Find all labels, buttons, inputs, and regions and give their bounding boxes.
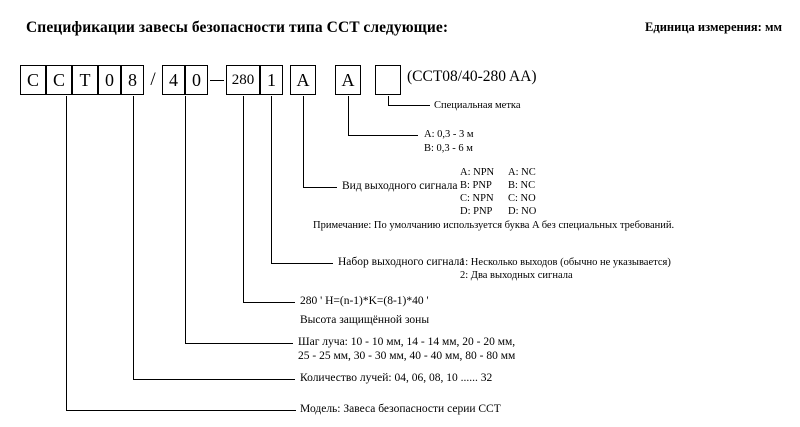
code-box-beam-8: 8 — [121, 65, 144, 95]
label-output-type-c2: C: NO — [508, 193, 536, 204]
full-code-example: (CCT08/40-280 AA) — [407, 68, 537, 85]
code-box-c1: C — [20, 65, 46, 95]
code-box-pitch-0: 0 — [185, 65, 208, 95]
label-output-type-a2: A: NC — [508, 167, 536, 178]
label-height-formula: 280 ' H=(n-1)*K=(8-1)*40 ' — [300, 295, 429, 307]
label-special-mark: Специальная метка — [434, 100, 521, 111]
code-box-c2: C — [46, 65, 72, 95]
slash-separator: / — [150, 69, 156, 90]
label-output-type-a1: A: NPN — [460, 167, 495, 178]
label-output-type-b2: B: NC — [508, 180, 536, 191]
label-output-set-1: 1: Несколько выходов (обычно не указывается) — [460, 257, 671, 268]
leader-range-h — [348, 135, 418, 136]
leader-count-h — [133, 379, 295, 380]
leader-pitch-v — [185, 96, 186, 344]
code-box-special-mark — [375, 65, 401, 95]
label-range-a: A: 0,3 - 3 м — [424, 129, 474, 140]
code-box-range: A — [335, 65, 361, 95]
leader-output-set-h — [271, 263, 333, 264]
code-box-t: T — [72, 65, 98, 95]
leader-output-type-h — [303, 187, 337, 188]
label-beam-pitch-1: Шаг луча: 10 - 10 мм, 14 - 14 мм, 20 - 20 мм, — [298, 336, 516, 348]
label-model: Модель: Завеса безопасности серии CCT — [300, 403, 501, 415]
leader-model-v — [66, 96, 67, 411]
leader-special-mark-h — [388, 105, 430, 106]
label-beam-count: Количество лучей: 04, 06, 08, 10 ...... 32 — [300, 372, 493, 384]
code-box-pitch-4: 4 — [162, 65, 185, 95]
label-output-type-b1: B: PNP — [460, 180, 492, 191]
label-output-set-title: Набор выходного сигнала — [338, 256, 465, 268]
leader-count-v — [133, 96, 134, 380]
label-beam-pitch-2: 25 - 25 мм, 30 - 30 мм, 40 - 40 мм, 80 - 80 мм — [298, 350, 516, 362]
leader-range-v — [348, 96, 349, 136]
label-height-title: Высота защищённой зоны — [300, 314, 430, 326]
code-box-height: 280 — [226, 65, 260, 95]
leader-pitch-h — [185, 343, 293, 344]
label-output-type-d2: D: NO — [508, 206, 537, 217]
label-output-type-title: Вид выходного сигнала — [342, 180, 458, 192]
leader-height-v — [243, 96, 244, 303]
leader-height-h — [243, 302, 295, 303]
code-box-beam-0: 0 — [98, 65, 121, 95]
label-output-set-2: 2: Два выходных сигнала — [460, 270, 573, 281]
leader-model-h — [66, 410, 296, 411]
label-range-b: B: 0,3 - 6 м — [424, 143, 473, 154]
code-box-output-type: A — [290, 65, 316, 95]
page-title: Спецификации завесы безопасности типа CCT следующие: — [26, 19, 449, 36]
leader-output-set-v — [271, 96, 272, 264]
code-box-output-set: 1 — [260, 65, 283, 95]
leader-output-type-v — [303, 96, 304, 188]
dash-separator — [210, 80, 224, 81]
unit-of-measure: Единица измерения: мм — [645, 20, 782, 34]
label-output-type-d1: D: PNP — [460, 206, 493, 217]
label-output-type-c1: C: NPN — [460, 193, 494, 204]
label-output-note: Примечание: По умолчанию используется буква A без специальных требований. — [313, 220, 675, 231]
